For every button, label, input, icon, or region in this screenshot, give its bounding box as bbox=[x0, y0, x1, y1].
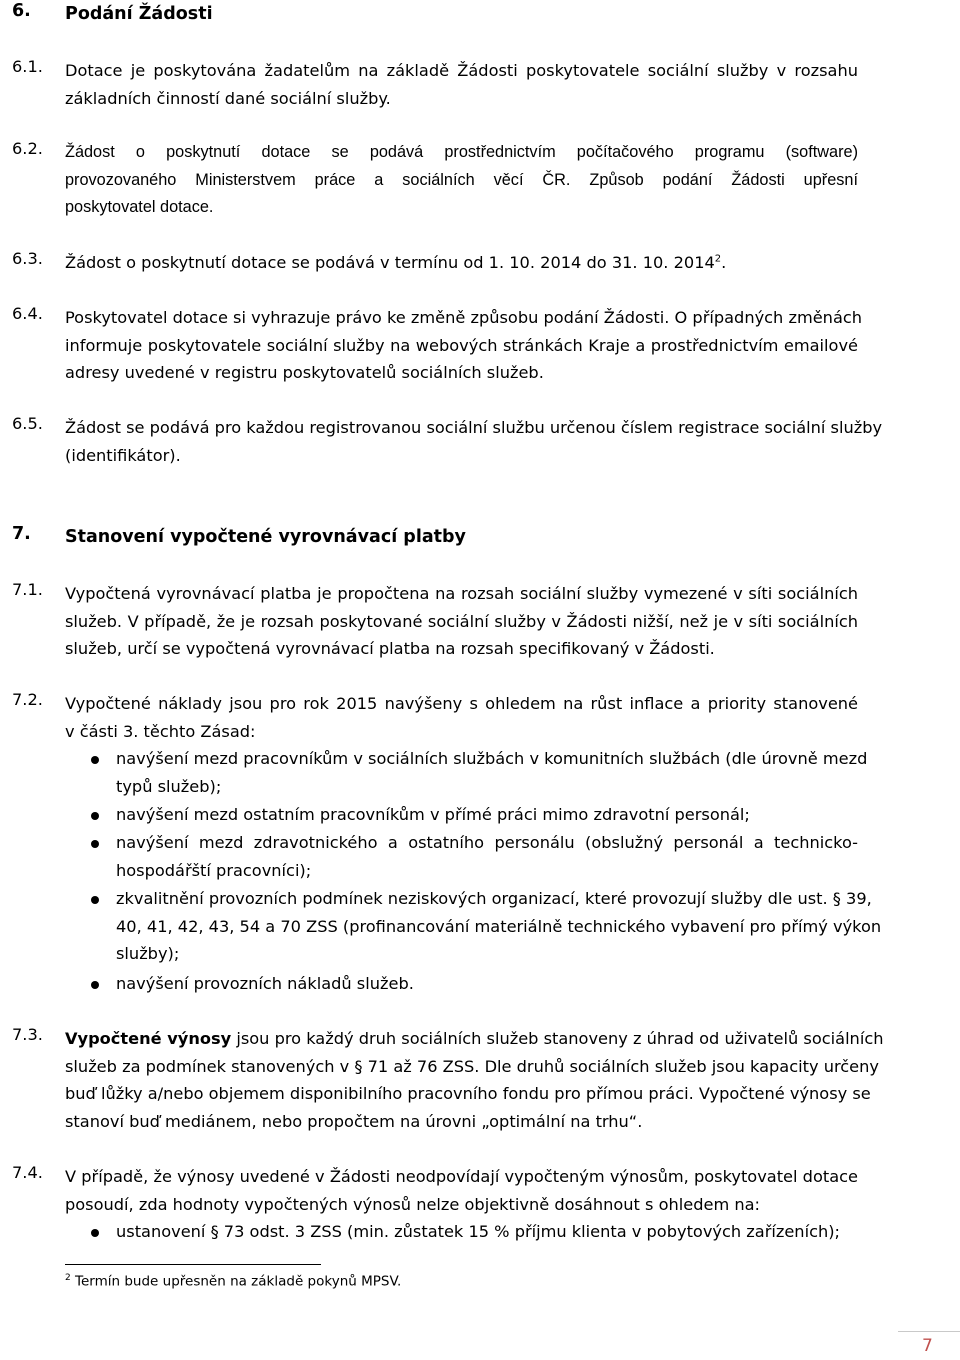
bullet-icon bbox=[91, 756, 99, 764]
paragraph-number: 6.1. bbox=[12, 57, 43, 76]
paragraph-number: 6.3. bbox=[12, 249, 43, 268]
text-line: (identifikátor). bbox=[65, 445, 181, 465]
bullet-icon bbox=[91, 1229, 99, 1237]
bullet-icon bbox=[91, 840, 99, 848]
paragraph-number: 6.4. bbox=[12, 304, 43, 323]
text-line: 40, 41, 42, 43, 54 a 70 ZSS (profinancování materiálně technického vybavení pro přímý výkon bbox=[116, 916, 882, 936]
text-line: služeb. V případě, že je rozsah poskytované sociální služby v Žádosti nižší, než je v síti sociálních bbox=[65, 611, 858, 631]
text-line: navýšení mezd pracovníkům v sociálních službách v komunitních službách (dle úrovně mezd bbox=[116, 749, 868, 768]
text-line: v části 3. těchto Zásad: bbox=[65, 721, 256, 741]
text-line: ustanovení § 73 odst. 3 ZSS (min. zůstatek 15 % příjmu klienta v pobytových zařízeních); bbox=[116, 1222, 840, 1241]
text-line: navýšení mezd zdravotnického a ostatního personálu (obslužný personál a technicko- bbox=[116, 833, 858, 852]
paragraph-text bbox=[65, 580, 858, 663]
paragraph-number: 7.3. bbox=[12, 1025, 43, 1044]
section-title: Stanovení vypočtené vyrovnávací platby bbox=[65, 527, 466, 547]
text-period: . bbox=[721, 253, 727, 272]
text-line: Žádost o poskytnutí dotace se podává prostřednictvím počítačového programu (software) bbox=[65, 143, 858, 161]
footnote-separator bbox=[65, 1264, 321, 1265]
paragraph-number: 7.2. bbox=[12, 690, 43, 709]
section-number: 6. bbox=[12, 1, 31, 21]
text-line: provozovaného Ministerstvem práce a sociálních věcí ČR. Způsob podání Žádosti upřesní bbox=[65, 170, 858, 189]
list-item-text bbox=[116, 829, 858, 884]
text-line: Vypočtená vyrovnávací platba je propočtena na rozsah sociální služby vymezené v síti sociálních bbox=[65, 584, 858, 603]
text-line: buď lůžky a/nebo objemem disponibilního pracovního fondu pro přímou práci. Vypočtené výnosy se bbox=[65, 1084, 871, 1104]
list-item-text bbox=[116, 745, 868, 800]
paragraph-number: 6.2. bbox=[12, 139, 43, 158]
text-line: služeb, určí se vypočtená vyrovnávací platba na rozsah specifikovaný v Žádosti. bbox=[65, 639, 715, 659]
list-item-text bbox=[116, 885, 882, 968]
text-line: Žádost o poskytnutí dotace se podává v termínu od 1. 10. 2014 do 31. 10. 2014 bbox=[65, 253, 715, 272]
paragraph-text bbox=[65, 1163, 858, 1218]
text-line: navýšení mezd ostatním pracovníkům v přímé práci mimo zdravotní personál; bbox=[116, 805, 750, 824]
paragraph-text bbox=[65, 249, 858, 277]
text-line: V případě, že výnosy uvedené v Žádosti neodpovídají vypočteným výnosům, poskytovatel dotace bbox=[65, 1167, 858, 1186]
text-line: Dotace je poskytována žadatelům na základě Žádosti poskytovatele sociální služby v rozsahu bbox=[65, 61, 858, 80]
list-item-text bbox=[116, 1218, 858, 1246]
bold-term: Vypočtené výnosy bbox=[65, 1029, 232, 1048]
footnote-reference[interactable]: 2 bbox=[714, 253, 722, 265]
bullet-icon bbox=[91, 896, 99, 904]
text-line: informuje poskytovatele sociální služby na webových stránkách Kraje a prostřednictvím emailové bbox=[65, 335, 858, 355]
paragraph-text bbox=[65, 414, 883, 469]
bullet-icon bbox=[91, 981, 99, 989]
paragraph-number: 6.5. bbox=[12, 414, 43, 433]
section-number: 7. bbox=[12, 524, 31, 544]
paragraph-text bbox=[65, 1025, 884, 1136]
footnote-text: Termín bude upřesněn na základě pokynů MPSV. bbox=[70, 1273, 402, 1290]
text-line: hospodářští pracovníci); bbox=[116, 860, 312, 880]
text-line: adresy uvedené v registru poskytovatelů sociálních služeb. bbox=[65, 363, 544, 383]
paragraph-text bbox=[65, 57, 858, 112]
paragraph-text bbox=[65, 304, 863, 387]
text-line: typů služeb); bbox=[116, 776, 222, 796]
paragraph-text bbox=[65, 139, 858, 222]
text-line: Poskytovatel dotace si vyhrazuje právo ke změně způsobu podání Žádosti. O případných změnách bbox=[65, 308, 863, 327]
text-line bbox=[65, 1025, 884, 1053]
paragraph-text bbox=[65, 690, 858, 745]
page-number: 7 bbox=[922, 1336, 933, 1356]
paragraph-number: 7.4. bbox=[12, 1163, 43, 1182]
footnote-mark: 2 bbox=[65, 1273, 71, 1283]
paragraph-number: 7.1. bbox=[12, 580, 43, 599]
text-line: Žádost se podává pro každou registrovanou sociální službu určenou číslem registrace sociální služby bbox=[65, 418, 883, 437]
list-item-text bbox=[116, 970, 858, 998]
text-segment: jsou pro každý druh sociálních služeb stanoveny z úhrad od uživatelů sociálních bbox=[231, 1029, 884, 1048]
text-line: posoudí, zda hodnoty vypočtených výnosů nelze objektivně dosáhnout s ohledem na: bbox=[65, 1194, 761, 1214]
text-line: služby); bbox=[116, 944, 180, 964]
text-line: poskytovatel dotace. bbox=[65, 198, 214, 217]
text-line: zkvalitnění provozních podmínek neziskových organizací, které provozují služby dle ust. § 39, bbox=[116, 889, 872, 908]
bullet-icon bbox=[91, 812, 99, 820]
footnote bbox=[65, 1273, 401, 1290]
section-title: Podání Žádosti bbox=[65, 4, 213, 24]
text-line: Vypočtené náklady jsou pro rok 2015 navýšeny s ohledem na růst inflace a priority stanovené bbox=[65, 694, 858, 713]
text-line: základních činností dané sociální služby. bbox=[65, 88, 391, 108]
text-line: služeb za podmínek stanovených v § 71 až 76 ZSS. Dle druhů sociálních služeb jsou kapacity určeny bbox=[65, 1056, 879, 1076]
list-item-text bbox=[116, 801, 858, 829]
page-number-rule bbox=[898, 1331, 960, 1332]
text-line: stanoví buď mediánem, nebo propočtem na úrovni „optimální na trhu“. bbox=[65, 1112, 643, 1132]
text-line: navýšení provozních nákladů služeb. bbox=[116, 974, 414, 993]
